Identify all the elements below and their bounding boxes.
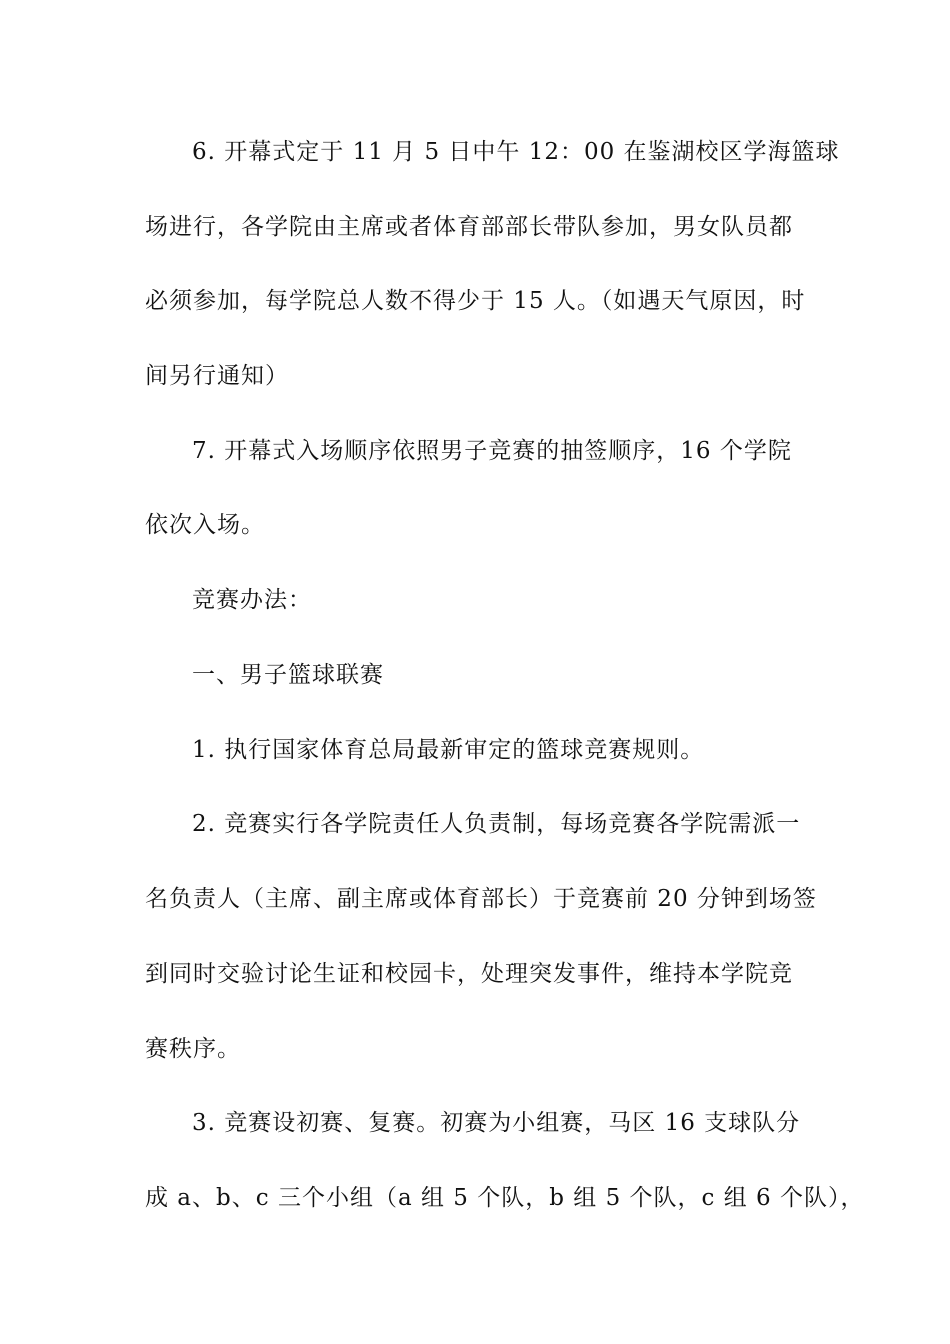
rule-3-line-1: 3. 竞赛设初赛、复赛。初赛为小组赛，马区 16 支球队分 xyxy=(192,1110,801,1136)
paragraph-6-line-4: 间另行通知） xyxy=(145,363,289,389)
paragraph-7-line-2: 依次入场。 xyxy=(145,512,265,538)
rule-1-line-1: 1. 执行国家体育总局最新审定的篮球竞赛规则。 xyxy=(192,737,705,763)
rule-2-line-1: 2. 竞赛实行各学院责任人负责制，每场竞赛各学院需派一 xyxy=(192,811,801,837)
paragraph-6-line-3: 必须参加，每学院总人数不得少于 15 人。（如遇天气原因，时 xyxy=(145,288,806,314)
paragraph-6-line-1: 6. 开幕式定于 11 月 5 日中午 12：00 在鉴湖校区学海篮球 xyxy=(192,139,840,165)
rule-3-line-2: 成 a、b、c 三个小组（a 组 5 个队，b 组 5 个队，c 组 6 个队）， xyxy=(145,1185,865,1211)
rule-2-line-4: 赛秩序。 xyxy=(145,1036,241,1062)
rule-2-line-2: 名负责人（主席、副主席或体育部长）于竞赛前 20 分钟到场签 xyxy=(145,886,817,912)
section-heading-competition-method: 竞赛办法： xyxy=(192,587,312,613)
paragraph-6-line-2: 场进行，各学院由主席或者体育部部长带队参加，男女队员都 xyxy=(145,214,793,240)
subsection-heading-mens-basketball: 一、男子篮球联赛 xyxy=(192,662,384,688)
paragraph-7-line-1: 7. 开幕式入场顺序依照男子竞赛的抽签顺序，16 个学院 xyxy=(192,438,792,464)
rule-2-line-3: 到同时交验讨论生证和校园卡，处理突发事件，维持本学院竞 xyxy=(145,961,793,987)
